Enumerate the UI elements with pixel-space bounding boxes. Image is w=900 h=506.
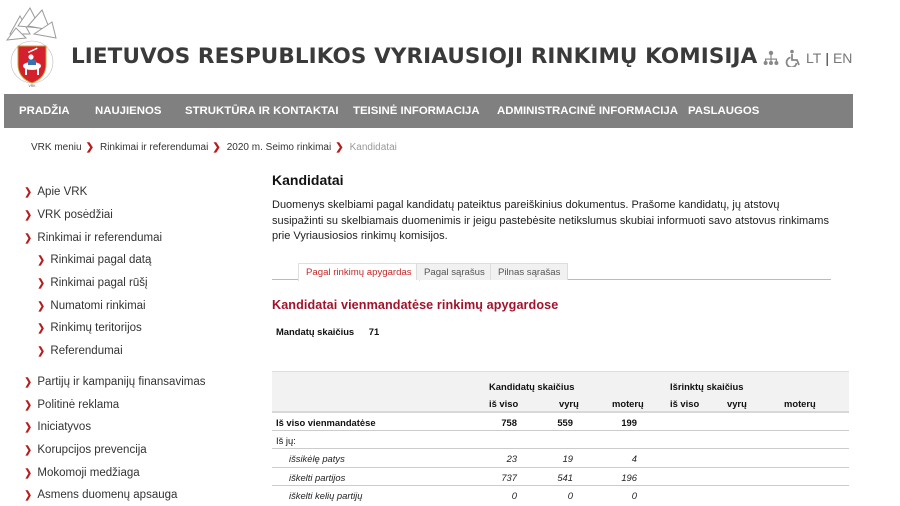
row-label: Iš viso vienmandatėse — [276, 417, 376, 428]
nav-item-naujienos[interactable]: NAUJIENOS — [95, 105, 162, 117]
lang-lt-link[interactable]: LT — [806, 50, 822, 66]
breadcrumb-vrk-meniu[interactable]: VRK meniu — [31, 142, 82, 153]
sidebar-item-iniciatyvos[interactable] — [24, 421, 91, 433]
cell-is-viso: 0 — [511, 490, 517, 501]
nav-item-teisine[interactable]: TEISINĖ INFORMACIJA — [353, 105, 480, 117]
table-row — [272, 448, 849, 467]
tab-pagal-sarasus[interactable]: Pagal sąrašus — [416, 263, 493, 280]
row-label: iškelti partijos — [289, 471, 346, 483]
sidebar-item-duomenu-apsauga[interactable] — [24, 489, 177, 501]
chevron-right-icon: ❯ — [24, 186, 32, 198]
vrk-logo-icon[interactable] — [4, 4, 60, 88]
sidebar-item-label: Rinkimų teritorijos — [50, 322, 142, 334]
chevron-right-icon: ❯ — [37, 322, 45, 334]
cell-vyru: 541 — [557, 471, 573, 483]
cell-vyru: 559 — [557, 417, 573, 428]
breadcrumb-current: Kandidatai — [349, 142, 397, 153]
lang-separator: | — [825, 50, 829, 66]
sidebar-item-label: Rinkimai pagal datą — [50, 254, 152, 266]
chevron-right-icon: ❯ — [85, 142, 94, 153]
nav-item-paslaugos[interactable]: PASLAUGOS — [688, 105, 760, 117]
chevron-right-icon: ❯ — [24, 232, 32, 244]
sidebar-item-mokomoji[interactable] — [24, 467, 140, 479]
site-header — [0, 0, 900, 94]
sidebar-item-rinkimai-referendumai[interactable] — [24, 232, 162, 244]
main-navigation — [4, 94, 853, 128]
site-title: LIETUVOS RESPUBLIKOS VYRIAUSIOJI RINKIMŲ KOMISIJA — [71, 44, 758, 69]
cell-vyru: 19 — [562, 453, 573, 464]
sidebar-item-label: Korupcijos prevencija — [37, 444, 147, 456]
cell-is-viso: 23 — [506, 453, 517, 464]
table-row — [272, 467, 849, 486]
mandates-count — [276, 326, 379, 337]
nav-item-struktura[interactable]: STRUKTŪRA IR KONTAKTAI — [185, 105, 339, 117]
sidebar-item-label: VRK posėdžiai — [37, 209, 113, 221]
cell-is-viso: 758 — [501, 417, 517, 428]
sidebar-item-label: Iniciatyvos — [37, 421, 92, 433]
breadcrumb — [31, 142, 397, 153]
chevron-right-icon: ❯ — [37, 254, 45, 266]
chevron-right-icon: ❯ — [24, 376, 32, 388]
sidebar-item-label: Asmens duomenų apsauga — [37, 489, 178, 501]
col-header-isrinktu-vyru: vyrų — [727, 398, 747, 409]
col-header-isrinktu-is-viso: iš viso — [670, 398, 700, 409]
sidebar-item-pagal-rusi[interactable] — [37, 277, 148, 289]
intro-text: Duomenys skelbiami pagal kandidatų pateiktus pareiškinius dokumentus. Prašome kandidatų, jų atstovų susipažinti su skelbiamais duomenimis ir jeigu pastebėsite netikslumus skubiai informuoti savo atstovus rinkimams prie Vyriausiosios rinkimų komisijos. — [272, 199, 829, 243]
chevron-right-icon: ❯ — [212, 142, 221, 153]
chevron-right-icon: ❯ — [24, 399, 32, 411]
sidebar-item-label: Numatomi rinkimai — [50, 300, 146, 312]
cell-moteru: 0 — [631, 490, 637, 501]
group-header-kandidatu: Kandidatų skaičius — [489, 381, 575, 392]
sidebar-item-label: Politinė reklama — [37, 399, 120, 411]
sidebar-item-numatomi[interactable] — [37, 300, 146, 312]
row-label: Iš jų: — [276, 434, 296, 446]
cell-vyru: 0 — [567, 490, 573, 501]
table-row — [272, 411, 849, 430]
sidebar-item-referendumai[interactable] — [37, 345, 123, 357]
chevron-right-icon: ❯ — [24, 467, 32, 479]
chevron-right-icon: ❯ — [37, 300, 45, 312]
sidebar-item-teritorijos[interactable] — [37, 322, 142, 334]
lang-en-link[interactable]: EN — [832, 50, 853, 66]
tab-pilnas-sarasas[interactable]: Pilnas sąrašas — [490, 263, 568, 280]
chevron-right-icon: ❯ — [37, 277, 45, 289]
chevron-right-icon: ❯ — [24, 489, 32, 501]
mandates-value: 71 — [368, 326, 380, 337]
sidebar-item-label: Mokomoji medžiaga — [37, 467, 140, 479]
sidebar-item-label: Rinkimai ir referendumai — [37, 232, 163, 244]
cell-moteru: 4 — [631, 453, 637, 464]
chevron-right-icon: ❯ — [37, 345, 45, 357]
tab-bar — [272, 262, 831, 280]
breadcrumb-seimo-rinkimai[interactable]: 2020 m. Seimo rinkimai — [226, 142, 332, 153]
table-header — [272, 371, 849, 411]
nav-item-pradzia[interactable]: PRADŽIA — [19, 105, 70, 117]
group-header-isrinktu: Išrinktų skaičius — [670, 381, 744, 392]
sitemap-icon[interactable] — [762, 49, 780, 67]
chevron-right-icon: ❯ — [24, 421, 32, 433]
sidebar-item-label: Referendumai — [50, 345, 123, 357]
breadcrumb-rinkimai[interactable]: Rinkimai ir referendumai — [99, 142, 209, 153]
cell-is-viso: 737 — [501, 471, 517, 483]
row-label: išsikėlę patys — [289, 453, 345, 464]
sidebar-item-finansavimas[interactable] — [24, 376, 206, 388]
chevron-right-icon: ❯ — [335, 142, 344, 153]
table-row — [272, 485, 849, 504]
sidebar-item-label: Rinkimai pagal rūšį — [50, 277, 148, 289]
section-heading: Kandidatai vienmandatėse rinkimų apygardose — [272, 298, 559, 312]
col-header-vyru: vyrų — [559, 398, 579, 409]
sidebar-item-pagal-data[interactable] — [37, 254, 151, 266]
sidebar-item-reklama[interactable] — [24, 399, 119, 411]
header-tools — [762, 49, 852, 67]
sidebar-item-korupcijos[interactable] — [24, 444, 147, 456]
row-label: iškelti kelių partijų — [289, 490, 363, 501]
sidebar-item-posedziai[interactable] — [24, 209, 113, 221]
chevron-right-icon: ❯ — [24, 444, 32, 456]
table-row — [272, 430, 849, 449]
col-header-is-viso: iš viso — [489, 398, 519, 409]
col-header-isrinktu-moteru: moterų — [784, 398, 816, 409]
tab-pagal-apygardas[interactable]: Pagal rinkimų apygardas — [298, 263, 420, 281]
wheelchair-icon[interactable] — [784, 49, 802, 67]
sidebar-item-label: Apie VRK — [37, 186, 88, 198]
chevron-right-icon: ❯ — [24, 209, 32, 221]
sidebar-item-apie-vrk[interactable] — [24, 186, 87, 198]
mandates-label: Mandatų skaičius — [276, 326, 355, 337]
cell-moteru: 196 — [621, 471, 637, 483]
candidates-table — [272, 371, 849, 504]
sidebar-item-label: Partijų ir kampanijų finansavimas — [37, 376, 206, 388]
col-header-moteru: moterų — [612, 398, 644, 409]
cell-moteru: 199 — [621, 417, 637, 428]
nav-item-administracine[interactable]: ADMINISTRACINĖ INFORMACIJA — [497, 105, 678, 117]
page-title: Kandidatai — [272, 172, 344, 188]
svg-text:VRK: VRK — [28, 84, 36, 88]
